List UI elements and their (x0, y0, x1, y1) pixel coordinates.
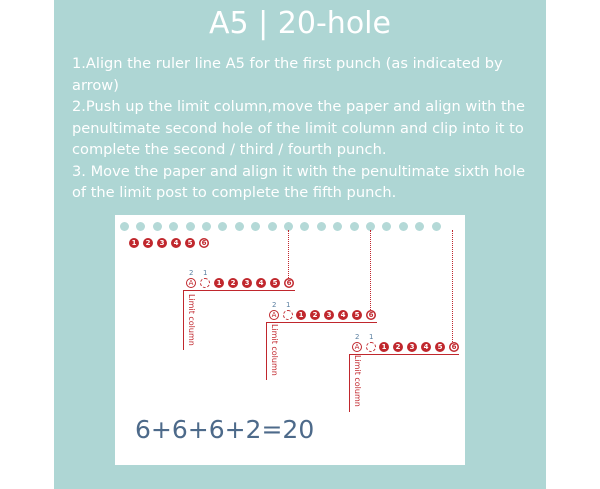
punch-number: 6 (366, 310, 376, 320)
punch-number: 6 (449, 342, 459, 352)
punch-number: 2 (393, 342, 403, 352)
hole-dot (120, 222, 129, 231)
empty-hole-icon (200, 278, 210, 288)
hole-dot (153, 222, 162, 231)
punch-number: 5 (185, 238, 195, 248)
punch-number: 6 (199, 238, 209, 248)
hole-dot (399, 222, 408, 231)
punch-number: 4 (171, 238, 181, 248)
marker-a: A (186, 278, 196, 288)
punch-number: 5 (352, 310, 362, 320)
guide-line (288, 230, 289, 280)
marker-a: A (269, 310, 279, 320)
hole-dot (235, 222, 244, 231)
marker-a: A (352, 342, 362, 352)
punch-number: 5 (270, 278, 280, 288)
hole-index-label: 1 (203, 269, 208, 277)
instruction-step-2: 2.Push up the limit column,move the paper and align with the penultimate second hole of the limit column and clip into it to complete the second / third / fourth punch. (72, 98, 525, 158)
punch-number: 1 (129, 238, 139, 248)
punch-number: 3 (242, 278, 252, 288)
limit-column-label: Limit column (270, 324, 279, 376)
hole-index-label: 1 (369, 333, 374, 341)
hole-dot (268, 222, 277, 231)
limit-column-line (266, 322, 267, 380)
punch-number: 3 (157, 238, 167, 248)
hole-index-label: 2 (272, 301, 277, 309)
hole-index-label: 1 (286, 301, 291, 309)
paper-edge-line (183, 290, 295, 291)
punch-number: 4 (338, 310, 348, 320)
limit-column-label: Limit column (187, 294, 196, 346)
limit-column-line (183, 290, 184, 350)
empty-hole-icon (366, 342, 376, 352)
punch-number: 1 (214, 278, 224, 288)
paper-edge-line (349, 354, 459, 355)
punch-number: 3 (324, 310, 334, 320)
punch-number: 6 (284, 278, 294, 288)
punch-number: 2 (310, 310, 320, 320)
paper-edge-line (266, 322, 377, 323)
guide-line (370, 230, 371, 310)
hole-dot (186, 222, 195, 231)
instruction-step-1: 1.Align the ruler line A5 for the first punch (as indicated by arrow) (72, 55, 503, 94)
limit-column-line (349, 354, 350, 412)
punch-number: 1 (296, 310, 306, 320)
hole-index-label: 2 (355, 333, 360, 341)
punch-number: 2 (228, 278, 238, 288)
punch-number: 2 (143, 238, 153, 248)
limit-column-label: Limit column (353, 355, 362, 407)
hole-dot (350, 222, 359, 231)
hole-dot (202, 222, 211, 231)
punch-number: 3 (407, 342, 417, 352)
empty-hole-icon (283, 310, 293, 320)
punch-number: 1 (379, 342, 389, 352)
instructions (72, 53, 534, 204)
hole-dot (432, 222, 441, 231)
hole-dot (317, 222, 326, 231)
hole-count-formula: 6+6+6+2=20 (135, 415, 315, 444)
punch-number: 5 (435, 342, 445, 352)
punch-number: 4 (421, 342, 431, 352)
page-title: A5 | 20-hole (209, 6, 391, 41)
punch-number: 4 (256, 278, 266, 288)
guide-line (452, 230, 453, 342)
instruction-step-3: 3. Move the paper and align it with the penultimate sixth hole of the limit post to complete the fifth punch. (72, 162, 526, 201)
hole-index-label: 2 (189, 269, 194, 277)
